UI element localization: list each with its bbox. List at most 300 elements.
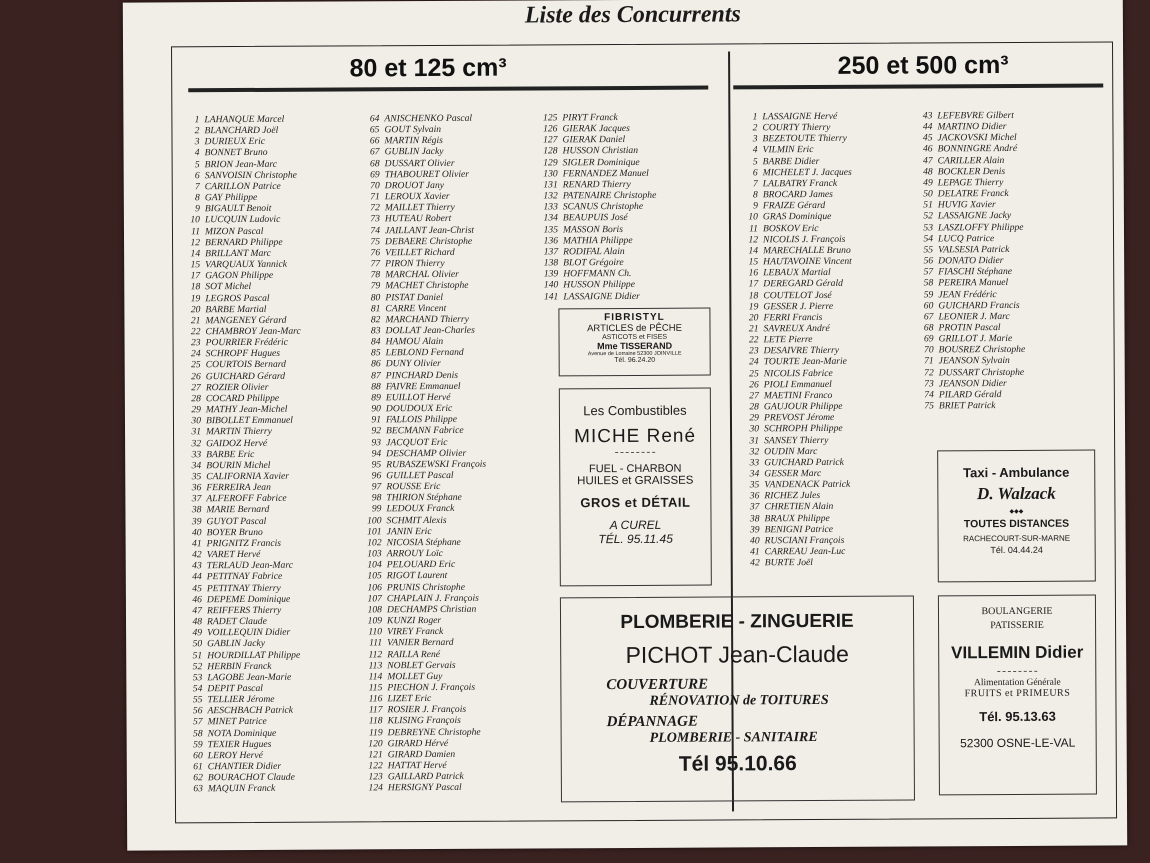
competitor-name: GABLIN Jacky <box>207 638 265 650</box>
competitor-name: BIGAULT Benoit <box>204 203 272 215</box>
competitor-name: JEANSON Sylvain <box>938 355 1010 367</box>
ad-villemin-address: 52300 OSNE-LE-VAL <box>960 735 1076 751</box>
competitor-number: 5 <box>752 155 758 167</box>
competitor-name: MATHIA Philippe <box>563 234 633 247</box>
competitor-entry <box>359 782 488 794</box>
competitor-name: TOURTE Jean-Marie <box>763 356 847 368</box>
competitor-name: GIERAK Daniel <box>562 134 626 146</box>
ad-pichot-name: PICHOT Jean-Claude <box>625 640 849 669</box>
competitor-number: 63 <box>193 783 203 795</box>
competitor-entry <box>356 191 485 203</box>
ad-pichot-line5: DÉPANNAGE <box>606 713 699 731</box>
competitor-name: DESCHAMP Olivier <box>386 447 467 459</box>
competitor-number: 26 <box>749 379 759 391</box>
competitor-number: 27 <box>749 390 759 402</box>
competitor-entry <box>910 355 1026 367</box>
competitor-number: 126 <box>543 123 558 135</box>
competitor-entry <box>177 370 301 382</box>
competitor-number: 128 <box>543 145 558 157</box>
competitor-number: 74 <box>924 389 934 401</box>
competitor-name: BERNARD Philippe <box>205 236 283 248</box>
competitor-name: DOLLAT Jean-Charles <box>385 324 475 337</box>
competitor-name: MICHELET J. Jacques <box>762 166 852 179</box>
competitor-number: 109 <box>367 615 383 627</box>
competitor-name: PINCHARD Denis <box>385 369 458 381</box>
competitor-name: GIERAK Jacques <box>562 123 630 135</box>
competitor-number: 101 <box>367 526 382 538</box>
competitor-entry <box>176 147 300 159</box>
competitor-entry <box>356 180 485 192</box>
competitor-entry <box>734 267 852 279</box>
competitor-entry <box>357 470 486 482</box>
competitor-entry <box>177 426 301 438</box>
competitor-entry <box>178 649 302 661</box>
competitor-number: 107 <box>367 592 382 605</box>
competitor-number: 119 <box>368 726 383 738</box>
competitor-entry <box>177 471 301 483</box>
competitor-number: 137 <box>543 246 559 258</box>
competitor-name: PIRON Thierry <box>385 257 445 270</box>
competitor-number: 120 <box>368 738 383 750</box>
competitor-name: VALSESIA Patrick <box>938 243 1010 256</box>
competitor-entry <box>734 189 852 201</box>
competitor-number: 2 <box>194 125 200 137</box>
competitor-name: PIECHON J. François <box>387 681 476 694</box>
competitor-number: 75 <box>370 235 381 248</box>
competitor-number: 138 <box>543 257 559 269</box>
competitor-name: LIZET Eric <box>387 693 432 705</box>
competitor-number: 86 <box>371 358 381 370</box>
competitor-name: MARTIN Régis <box>384 135 443 147</box>
competitor-entry <box>534 235 657 247</box>
competitor-name: GOUT Sylvain <box>384 124 442 136</box>
competitor-entry <box>734 222 852 234</box>
ad-miche-divider <box>615 452 655 453</box>
competitor-number: 24 <box>749 356 759 368</box>
competitor-entry <box>735 445 853 457</box>
competitor-entry <box>734 167 852 179</box>
competitor-name: SANSEY Thierry <box>764 434 829 446</box>
competitor-number: 21 <box>748 323 759 335</box>
competitor-number: 115 <box>368 682 383 694</box>
competitor-name: FERREIRA Jean <box>206 482 271 494</box>
competitor-number: 11 <box>191 225 201 237</box>
competitor-name: PIOLI Emmanuel <box>763 378 832 391</box>
ad-pichot-line1: PLOMBERIE - ZINGUERIE <box>620 610 854 634</box>
competitor-entry <box>534 268 657 280</box>
competitor-number: 27 <box>191 381 201 394</box>
competitor-name: GUICHARD Gérard <box>205 370 286 382</box>
competitor-number: 44 <box>192 571 202 583</box>
competitor-entry <box>534 257 657 269</box>
competitor-entry <box>358 559 487 571</box>
competitor-name: GIRARD Hérvé <box>387 737 449 749</box>
competitor-entry <box>178 627 302 639</box>
competitor-entry <box>178 582 302 594</box>
competitor-name: HERBIN Franck <box>207 660 272 672</box>
competitor-number: 87 <box>371 369 381 381</box>
competitor-entry <box>534 246 657 258</box>
competitor-number: 91 <box>371 414 382 426</box>
competitor-entry <box>909 311 1025 323</box>
competitor-number: 61 <box>193 761 203 773</box>
competitor-entry <box>736 546 854 558</box>
competitor-name: GAILLARD Patrick <box>387 771 464 783</box>
competitor-entry <box>735 390 853 402</box>
competitor-name: DESAIVRE Thierry <box>763 345 840 357</box>
competitor-entry <box>735 356 853 368</box>
competitor-number: 23 <box>748 345 759 357</box>
competitor-name: BLANCHARD Joël <box>204 124 279 137</box>
competitor-entry <box>734 200 852 212</box>
competitor-entry <box>177 437 301 449</box>
competitor-name: BRILLANT Marc <box>205 247 271 260</box>
competitor-entry <box>357 514 486 526</box>
competitor-number: 84 <box>370 336 381 348</box>
competitor-name: GAGON Philippe <box>205 270 274 282</box>
competitor-entry <box>908 121 1024 133</box>
competitor-entry <box>534 145 657 157</box>
competitor-name: VARQUAUX Yannick <box>205 258 288 271</box>
competitor-name: MARTIN Thierry <box>206 426 272 438</box>
ad-villemin-divider <box>997 671 1037 672</box>
competitor-number: 20 <box>190 303 201 315</box>
competitor-number: 5 <box>194 158 200 170</box>
competitor-number: 96 <box>371 470 382 482</box>
competitor-name: BOYER Bruno <box>206 526 263 538</box>
competitor-name: LUCQUIN Ludovic <box>204 214 281 226</box>
competitor-entry <box>179 738 303 750</box>
competitor-entry <box>358 537 487 549</box>
competitor-number: 46 <box>922 143 933 155</box>
competitor-entry <box>909 233 1025 245</box>
competitor-entry <box>910 400 1026 412</box>
competitor-number: 22 <box>190 326 201 338</box>
competitor-number: 4 <box>194 147 200 159</box>
competitor-entry <box>910 366 1026 378</box>
competitor-entry <box>734 178 852 190</box>
competitor-entry <box>909 244 1025 256</box>
competitor-entry <box>735 401 853 413</box>
competitor-number: 54 <box>923 233 934 245</box>
competitor-entry <box>358 604 487 616</box>
competitor-entry <box>534 223 657 235</box>
competitor-number: 64 <box>369 113 380 125</box>
competitor-name: MACHET Christophe <box>385 280 469 292</box>
competitor-number: 78 <box>370 269 381 281</box>
competitor-entry <box>176 281 300 293</box>
competitor-name: KUNZI Roger <box>386 614 442 627</box>
competitor-number: 110 <box>368 626 383 638</box>
competitor-entry <box>177 448 301 460</box>
competitor-number: 72 <box>924 366 934 379</box>
competitor-entry <box>176 315 300 327</box>
competitor-name: COURTOIS Bernard <box>205 359 286 371</box>
competitor-name: CARILLER Alain <box>937 154 1005 166</box>
competitor-entry <box>356 247 485 259</box>
competitor-name: BIBOLLET Emmanuel <box>205 414 293 427</box>
ad-fibristyl <box>558 308 710 377</box>
competitor-name: VILMIN Eric <box>762 144 814 156</box>
competitor-entry <box>358 682 487 694</box>
competitor-number: 73 <box>370 213 380 225</box>
competitor-number: 44 <box>922 121 933 133</box>
competitor-number: 72 <box>370 202 380 214</box>
competitor-list-sheet <box>123 0 1127 851</box>
competitor-entry <box>359 726 488 738</box>
competitor-entry <box>176 192 300 204</box>
competitor-name: PROTIN Pascal <box>938 322 1001 334</box>
competitor-entry <box>734 211 852 223</box>
competitor-name: CHANTIER Didier <box>207 760 282 773</box>
competitor-number: 133 <box>543 201 558 213</box>
page-title: Liste des Concurrents <box>524 1 741 29</box>
competitor-name: DUSSART Olivier <box>384 157 455 169</box>
competitor-name: LEROY Hervé <box>207 749 263 762</box>
competitor-entry <box>355 135 484 147</box>
competitor-name: JACQUOT Eric <box>386 436 448 448</box>
competitor-name: DROUOT Jany <box>384 179 445 192</box>
competitor-number: 29 <box>749 412 759 424</box>
competitor-number: 124 <box>368 782 383 794</box>
competitor-number: 40 <box>749 535 760 547</box>
competitor-name: GESSER J. Pierre <box>763 300 834 312</box>
competitor-entry <box>734 144 852 156</box>
competitor-entry <box>177 493 301 505</box>
competitor-name: GUYOT Pascal <box>206 515 267 527</box>
competitor-entry <box>734 245 852 257</box>
competitor-number: 23 <box>190 337 201 349</box>
competitor-name: MOLLET Guy <box>387 670 443 683</box>
competitor-entry <box>735 423 853 435</box>
competitor-entry <box>909 288 1025 300</box>
competitor-name: MARCHAND Thierry <box>385 313 469 326</box>
competitor-number: 57 <box>923 266 934 278</box>
competitor-entry <box>534 190 657 202</box>
competitor-name: SANVOISIN Christophe <box>204 169 297 181</box>
competitor-number: 10 <box>190 214 200 226</box>
competitor-entry <box>176 259 300 271</box>
competitor-name: NOTA Dominique <box>207 727 277 739</box>
competitor-entry <box>178 660 302 672</box>
competitor-entry <box>356 325 485 337</box>
competitor-name: BOURACHOT Claude <box>207 771 295 784</box>
competitor-name: SOT Michel <box>205 281 252 293</box>
competitor-name: BURTE Joël <box>764 557 813 569</box>
competitor-entry <box>734 155 852 167</box>
competitor-name: LEGROS Pascal <box>205 292 270 304</box>
competitor-number: 33 <box>749 457 760 469</box>
competitor-number: 21 <box>190 315 201 327</box>
competitor-number: 122 <box>368 760 383 772</box>
competitor-name: PRIGNITZ Francis <box>206 537 282 550</box>
ad-fibristyl-owner: Mme TISSERAND <box>597 340 673 352</box>
competitor-number: 80 <box>370 291 381 303</box>
competitor-name: JEANSON Didier <box>938 377 1007 390</box>
competitor-number: 71 <box>370 191 380 203</box>
competitor-number: 82 <box>370 314 381 326</box>
competitor-number: 28 <box>749 401 759 413</box>
competitor-name: CARILLON Patrice <box>204 180 281 193</box>
competitor-number: 106 <box>367 581 382 593</box>
competitor-number: 92 <box>371 425 382 437</box>
competitor-entry <box>178 638 302 650</box>
competitor-name: BLOT Grégoire <box>563 257 624 269</box>
competitor-name: ANISCHENKO Pascal <box>384 112 473 125</box>
competitor-entry <box>176 236 300 248</box>
competitor-entry <box>177 404 301 416</box>
competitor-number: 10 <box>748 211 758 223</box>
competitor-number: 45 <box>922 132 933 144</box>
competitor-entry <box>358 570 487 582</box>
competitor-entry <box>356 169 485 181</box>
competitor-name: SCHROPF Hugues <box>205 348 280 360</box>
competitor-entry <box>355 124 484 136</box>
competitor-name: LEDOUX Franck <box>386 503 455 515</box>
competitor-name: NICOSIA Stéphane <box>386 536 461 549</box>
competitor-number: 54 <box>192 683 203 695</box>
competitor-name: MINET Patrice <box>207 716 267 728</box>
competitor-entry <box>176 248 300 260</box>
competitor-number: 17 <box>190 270 201 282</box>
competitor-number: 6 <box>752 167 758 179</box>
competitor-entry <box>533 134 656 146</box>
competitor-entry <box>357 347 486 359</box>
competitor-number: 52 <box>192 660 203 672</box>
competitor-name: AESCHBACH Patrick <box>207 705 294 717</box>
competitor-name: LAHANQUE Marcel <box>204 113 285 126</box>
competitor-name: EUILLOT Hervé <box>385 391 451 404</box>
competitor-number: 65 <box>369 124 380 136</box>
competitor-entry <box>176 270 300 282</box>
competitor-name: ROUSSE Eric <box>386 481 441 493</box>
competitor-number: 43 <box>922 110 933 122</box>
competitor-number: 34 <box>749 468 760 480</box>
competitor-name: BENIGNI Patrice <box>764 523 834 536</box>
competitor-number: 56 <box>923 255 934 267</box>
ad-fibristyl-phone: Tél. 96.24.20 <box>614 356 656 365</box>
competitor-number: 40 <box>191 526 202 539</box>
competitor-entry <box>534 168 657 180</box>
competitor-name: THABOURET Olivier <box>384 168 470 181</box>
competitor-entry <box>735 334 853 346</box>
competitor-number: 22 <box>748 334 759 346</box>
ad-villemin-line4: Alimentation Générale <box>973 677 1061 689</box>
competitor-entry <box>355 113 484 125</box>
competitor-number: 35 <box>191 471 202 483</box>
competitor-name: BOSKOV Eric <box>762 222 819 234</box>
competitor-number: 41 <box>750 546 760 558</box>
competitor-number: 131 <box>543 179 558 191</box>
competitor-number: 102 <box>367 537 382 549</box>
competitor-number: 100 <box>367 514 382 526</box>
competitor-entry <box>178 571 302 583</box>
competitor-number: 38 <box>191 504 202 516</box>
competitor-entry <box>734 234 852 246</box>
competitor-entry <box>178 605 302 617</box>
competitor-entry <box>356 291 485 303</box>
competitor-number: 76 <box>370 247 381 259</box>
competitor-number: 8 <box>194 192 200 204</box>
competitor-name: BOUSREZ Christophe <box>938 344 1026 356</box>
competitor-name: CARRE Vincent <box>385 302 447 314</box>
competitor-number: 50 <box>192 638 203 650</box>
competitor-number: 12 <box>190 236 201 248</box>
competitor-name: BRION Jean-Marc <box>204 158 278 170</box>
ad-villemin <box>938 595 1097 796</box>
competitor-number: 26 <box>191 370 201 382</box>
competitor-entry <box>533 112 656 124</box>
competitor-number: 37 <box>749 501 760 513</box>
competitor-number: 70 <box>370 180 380 192</box>
competitor-entry <box>179 761 303 773</box>
competitors-column-2 <box>355 113 487 794</box>
competitor-name: CHAMBROY Jean-Marc <box>205 325 301 338</box>
competitor-entry <box>910 389 1026 401</box>
competitor-number: 29 <box>191 404 201 416</box>
competitor-entry <box>356 213 485 225</box>
competitor-number: 67 <box>369 146 380 158</box>
competitor-name: PRUNIS Christophe <box>386 581 465 593</box>
competitor-entry <box>534 201 657 213</box>
competitor-number: 43 <box>192 560 202 572</box>
competitors-column-3 <box>533 112 657 302</box>
competitor-number: 8 <box>752 189 758 201</box>
competitor-number: 69 <box>370 169 380 181</box>
category-heading-small: 80 et 125 cm³ <box>349 53 507 83</box>
competitor-name: BRAUX Philippe <box>764 512 830 524</box>
ad-miche <box>559 388 712 587</box>
competitor-number: 16 <box>748 267 759 279</box>
competitor-entry <box>735 512 853 524</box>
competitor-number: 97 <box>371 481 382 493</box>
competitor-number: 37 <box>191 493 202 505</box>
competitor-name: KLISING François <box>387 715 461 727</box>
competitor-entry <box>358 693 487 705</box>
competitor-entry <box>909 322 1025 334</box>
competitor-name: MARCHAL Olivier <box>385 269 459 281</box>
competitor-entry <box>176 214 300 226</box>
competitor-entry <box>733 133 851 145</box>
competitor-number: 104 <box>367 559 382 571</box>
competitor-name: DEPEME Dominique <box>206 593 291 605</box>
competitor-entry <box>357 403 486 415</box>
competitor-name: ALFEROFF Fabrice <box>206 493 287 505</box>
competitor-number: 85 <box>371 347 381 359</box>
competitor-number: 39 <box>749 524 760 536</box>
competitor-number: 125 <box>542 112 558 124</box>
competitor-name: CALIFORNIA Xavier <box>206 470 290 483</box>
competitor-entry <box>735 457 853 469</box>
competitor-number: 9 <box>195 203 200 215</box>
competitor-name: RICHEZ Jules <box>764 490 821 502</box>
competitor-entry <box>359 749 488 761</box>
competitor-entry <box>178 683 302 695</box>
competitor-entry <box>735 345 853 357</box>
competitor-number: 24 <box>191 348 201 360</box>
competitor-number: 88 <box>371 381 381 393</box>
competitor-number: 53 <box>192 672 203 684</box>
competitor-number: 15 <box>748 256 759 268</box>
competitor-number: 121 <box>368 749 383 761</box>
competitor-entry <box>177 393 301 405</box>
competitor-name: HUVIG Xavier <box>937 199 996 211</box>
competitor-name: OUDIN Marc <box>764 445 818 457</box>
competitor-entry <box>356 314 485 326</box>
competitor-entry <box>178 538 302 550</box>
ad-taxi-line1: Taxi - Ambulance <box>963 464 1070 481</box>
competitor-entry <box>734 312 852 324</box>
